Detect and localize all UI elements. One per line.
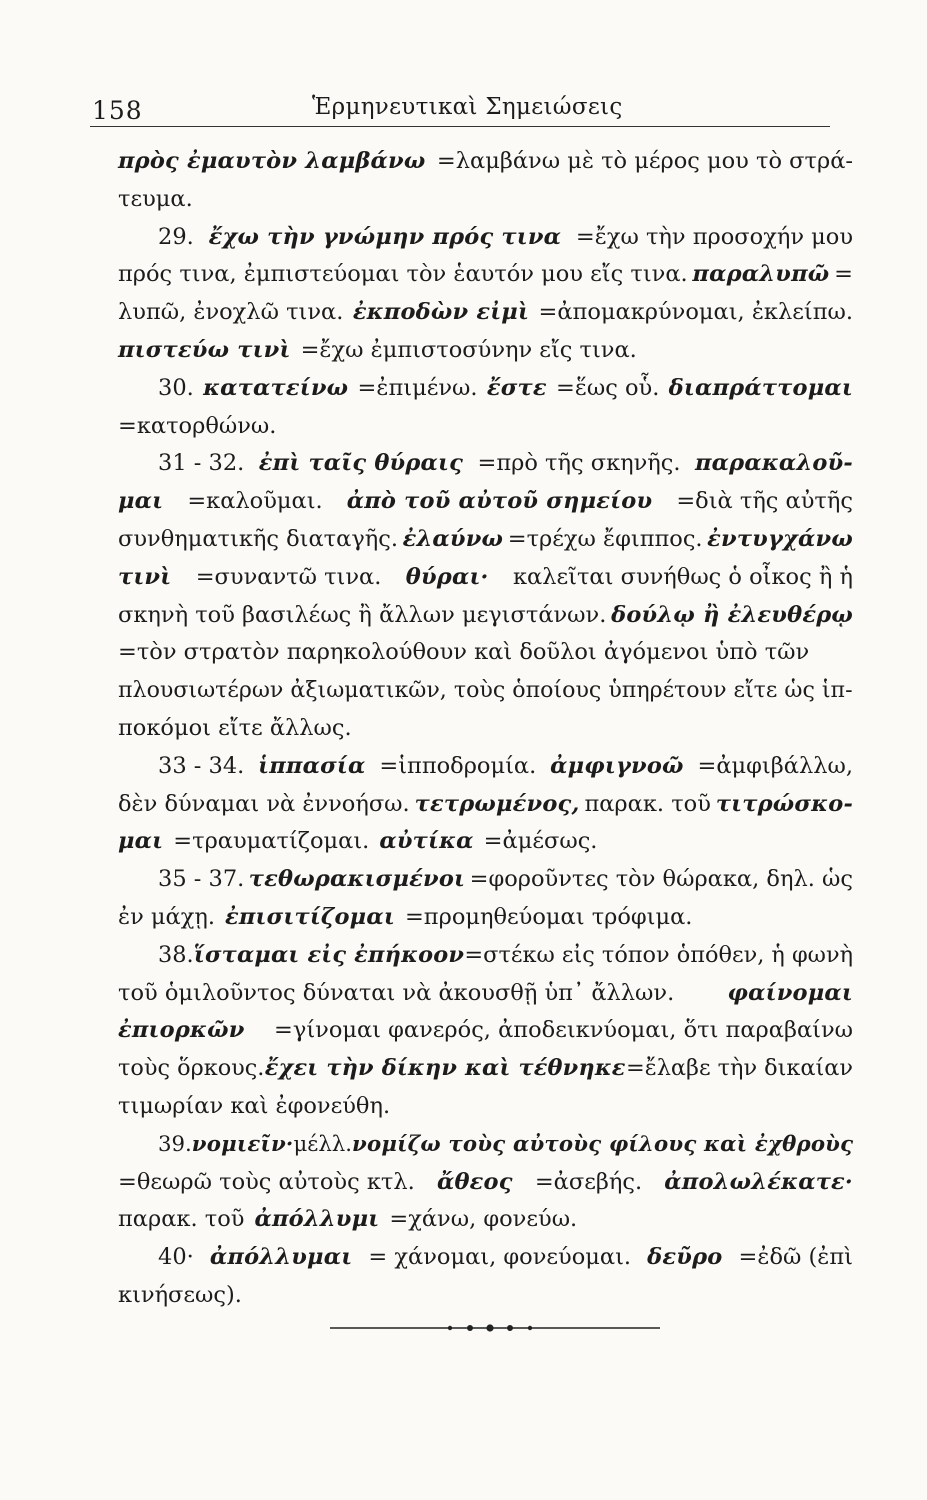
text-line — [118, 483, 853, 521]
headword: παρακαλοῦ- — [694, 450, 853, 477]
text-line — [118, 975, 853, 1013]
headword: διαπράττομαι — [668, 374, 853, 401]
text-line — [118, 1164, 853, 1202]
gloss-text: κινήσεως). — [118, 1281, 242, 1308]
text-line — [118, 634, 853, 672]
gloss-text: = χάνομαι, φονεύομαι. — [368, 1244, 632, 1271]
headword: θύραι· — [405, 563, 489, 590]
text-line — [118, 559, 853, 597]
gloss-text: ποκόμοι εἴτε ἄλλως. — [118, 714, 352, 741]
gloss-text: 38. — [158, 941, 194, 968]
text-line — [118, 181, 853, 219]
text-line — [118, 1050, 853, 1088]
text-line — [118, 408, 853, 446]
headword: ἀπολωλέκατε· — [664, 1168, 853, 1195]
gloss-text: =χάνω, φονεύω. — [389, 1206, 578, 1233]
gloss-text: =ἔχω ἐμπιστοσύνην εἴς τινα. — [300, 336, 637, 363]
gloss-text: τευμα. — [118, 185, 193, 212]
text-line — [118, 1277, 853, 1315]
gloss-text: =καλοῦμαι. — [187, 488, 323, 515]
headword: μαι — [118, 488, 164, 515]
gloss-text: 35 - 37. — [158, 866, 245, 893]
headword: κατατείνω — [203, 374, 349, 401]
running-title: Ἑρμηνευτικαὶ Σημειώσεις — [312, 94, 623, 120]
text-line — [118, 143, 853, 181]
text-line — [118, 219, 853, 257]
gloss-text: καλεῖται συνήθως ὁ οἶκος ἢ ἡ — [512, 563, 853, 590]
headword: πιστεύω τινὶ — [118, 336, 291, 363]
headword: ἄθεος — [436, 1168, 513, 1195]
gloss-text: =ἐπιμένω. — [357, 374, 478, 401]
gloss-text: =ἐδῶ (ἐπὶ — [738, 1244, 853, 1271]
gloss-text: =προμηθεύομαι τρόφιμα. — [404, 903, 693, 930]
gloss-text: δὲν δύναμαι νὰ ἐννοήσω. — [118, 790, 410, 817]
gloss-text: =κατορθώνω. — [118, 412, 277, 439]
text-line — [118, 937, 853, 975]
text-line — [118, 1201, 853, 1239]
gloss-text: =λαμβάνω μὲ τὸ μέρος μου τὸ στρά- — [436, 148, 853, 174]
headword: ἐντυγχάνω — [707, 525, 853, 552]
gloss-text: συνθηματικῆς διαταγῆς. — [118, 525, 399, 552]
headword: φαίνομαι — [727, 979, 853, 1006]
headword: τινὶ — [118, 563, 172, 590]
headword: τιτρώσκο- — [715, 790, 853, 817]
gloss-text: =τὸν στρατὸν παρηκολούθουν καὶ δοῦλοι ἀγόμενοι ὑπὸ τῶν — [118, 639, 810, 666]
text-line — [118, 861, 853, 899]
gloss-text: ἐν μάχῃ. — [118, 903, 215, 930]
headword: ἐπισιτίζομαι — [225, 903, 395, 930]
gloss-text: 30. — [158, 374, 194, 401]
gloss-text: =ἀμφιβάλλω, — [697, 752, 853, 779]
text-line — [118, 899, 853, 937]
text-line — [118, 786, 853, 824]
text-line — [118, 521, 853, 559]
text-line — [118, 1012, 853, 1050]
gloss-text: =ἀμέσως. — [483, 828, 598, 855]
gloss-text: 33 - 34. — [158, 752, 245, 779]
headword: ἀμφιγνοῶ — [550, 752, 684, 779]
gloss-text: μέλλ. — [293, 1131, 353, 1157]
headword: ἐκποδὼν εἰμὶ — [352, 299, 530, 326]
text-line — [118, 672, 853, 710]
gloss-text: =τρέχω ἔφιππος. — [507, 525, 703, 552]
gloss-text: = — [834, 261, 853, 288]
headword: ἵσταμαι εἰς ἐπήκοον — [193, 941, 465, 968]
headword: δεῦρο — [647, 1244, 723, 1271]
gloss-text: =ἔχω τὴν προσοχήν μου — [575, 223, 853, 250]
text-line — [118, 332, 853, 370]
headword: δούλῳ ἢ ἐλευθέρῳ — [611, 601, 853, 628]
gloss-text: =φοροῦντες τὸν θώρακα, δηλ. ὡς — [469, 866, 853, 893]
gloss-text: =ἱπποδρομία. — [379, 752, 537, 779]
gloss-text: 31 - 32. — [158, 450, 245, 477]
gloss-text: λυπῶ, ἐνοχλῶ τινα. — [118, 299, 344, 326]
gloss-text: πλουσιωτέρων ἀξιωματικῶν, τοὺς ὁποίους ὑπηρέτουν εἴτε ὡς ἱπ- — [118, 677, 853, 704]
headword: τετρωμένος, — [414, 790, 580, 817]
gloss-text: =γίνομαι φανερός, ἀποδεικνύομαι, ὅτι παραβαίνω — [274, 1017, 853, 1044]
headword: αὐτίκα — [379, 828, 474, 855]
headword: ἀπὸ τοῦ αὐτοῦ σημείου — [346, 488, 653, 515]
text-line — [118, 1126, 853, 1164]
text-line — [118, 256, 853, 294]
gloss-text: 40· — [158, 1244, 194, 1271]
gloss-text: =ἔλαβε τὴν δικαίαν — [625, 1055, 853, 1082]
headword: ἐπιορκῶν — [118, 1017, 245, 1044]
headword: τεθωρακισμένοι — [248, 866, 466, 893]
gloss-text: πρός τινα, ἐμπιστεύομαι τὸν ἑαυτόν μου εἴς τινα. — [118, 261, 688, 288]
page-number: 158 — [92, 96, 143, 125]
gloss-text: =πρὸ τῆς σκηνῆς. — [477, 450, 681, 477]
text-line — [118, 748, 853, 786]
headword: ἔστε — [486, 374, 547, 401]
headword: ἔχει τὴν δίκην καὶ τέθνηκε — [264, 1055, 626, 1082]
gloss-text: =θεωρῶ τοὺς αὐτοὺς κτλ. — [118, 1168, 415, 1195]
headword: παραλυπῶ — [692, 261, 830, 288]
headword: ἔχω τὴν γνώμην πρός τινα — [208, 223, 562, 250]
headword: ἐλαύνω — [402, 525, 504, 552]
text-line — [118, 597, 853, 635]
headword: νομίζω τοὺς αὐτοὺς φίλους καὶ ἐχθροὺς — [352, 1131, 854, 1157]
gloss-text: =στέκω εἰς τόπον ὁπόθεν, ἡ φωνὴ — [464, 941, 853, 968]
gloss-text: =ἀσεβής. — [534, 1168, 643, 1195]
headword: ἀπόλλυμαι — [209, 1244, 353, 1271]
gloss-text: τιμωρίαν καὶ ἐφονεύθη. — [118, 1092, 391, 1119]
text-line — [118, 1239, 853, 1277]
gloss-text: =συναντῶ τινα. — [195, 563, 382, 590]
headword: νομιεῖν· — [191, 1131, 294, 1157]
gloss-text: σκηνὴ τοῦ βασιλέως ἢ ἄλλων μεγιστάνων. — [118, 601, 607, 628]
headword: πρὸς ἐμαυτὸν λαμβάνω — [118, 148, 426, 174]
commentary-text — [118, 143, 853, 1315]
running-header — [90, 82, 830, 127]
gloss-text: =διὰ τῆς αὐτῆς — [676, 488, 853, 515]
text-line — [118, 445, 853, 483]
gloss-text: =ἀπομακρύνομαι, ἐκλείπω. — [538, 299, 853, 326]
headword: μαι — [118, 828, 164, 855]
gloss-text: 29. — [158, 223, 194, 250]
gloss-text: =τραυματίζομαι. — [173, 828, 370, 855]
headword: ἀπόλλυμι — [254, 1206, 380, 1233]
text-line — [118, 370, 853, 408]
gloss-text: παρακ. τοῦ — [584, 790, 711, 817]
text-line — [118, 710, 853, 748]
gloss-text: τοῦ ὁμιλοῦντος δύναται νὰ ἀκουσθῇ ὑπ᾿ ἄλλων. — [118, 979, 675, 1006]
closing-ornament — [330, 1318, 660, 1338]
text-line — [118, 1088, 853, 1126]
gloss-text: παρακ. τοῦ — [118, 1206, 245, 1233]
text-line — [118, 823, 853, 861]
text-line — [118, 294, 853, 332]
gloss-text: =ἕως οὗ. — [555, 374, 660, 401]
gloss-text: 39. — [158, 1131, 192, 1157]
gloss-text: τοὺς ὅρκους. — [118, 1055, 265, 1082]
headword: ἐπὶ ταῖς θύραις — [258, 450, 464, 477]
headword: ἱππασία — [258, 752, 366, 779]
